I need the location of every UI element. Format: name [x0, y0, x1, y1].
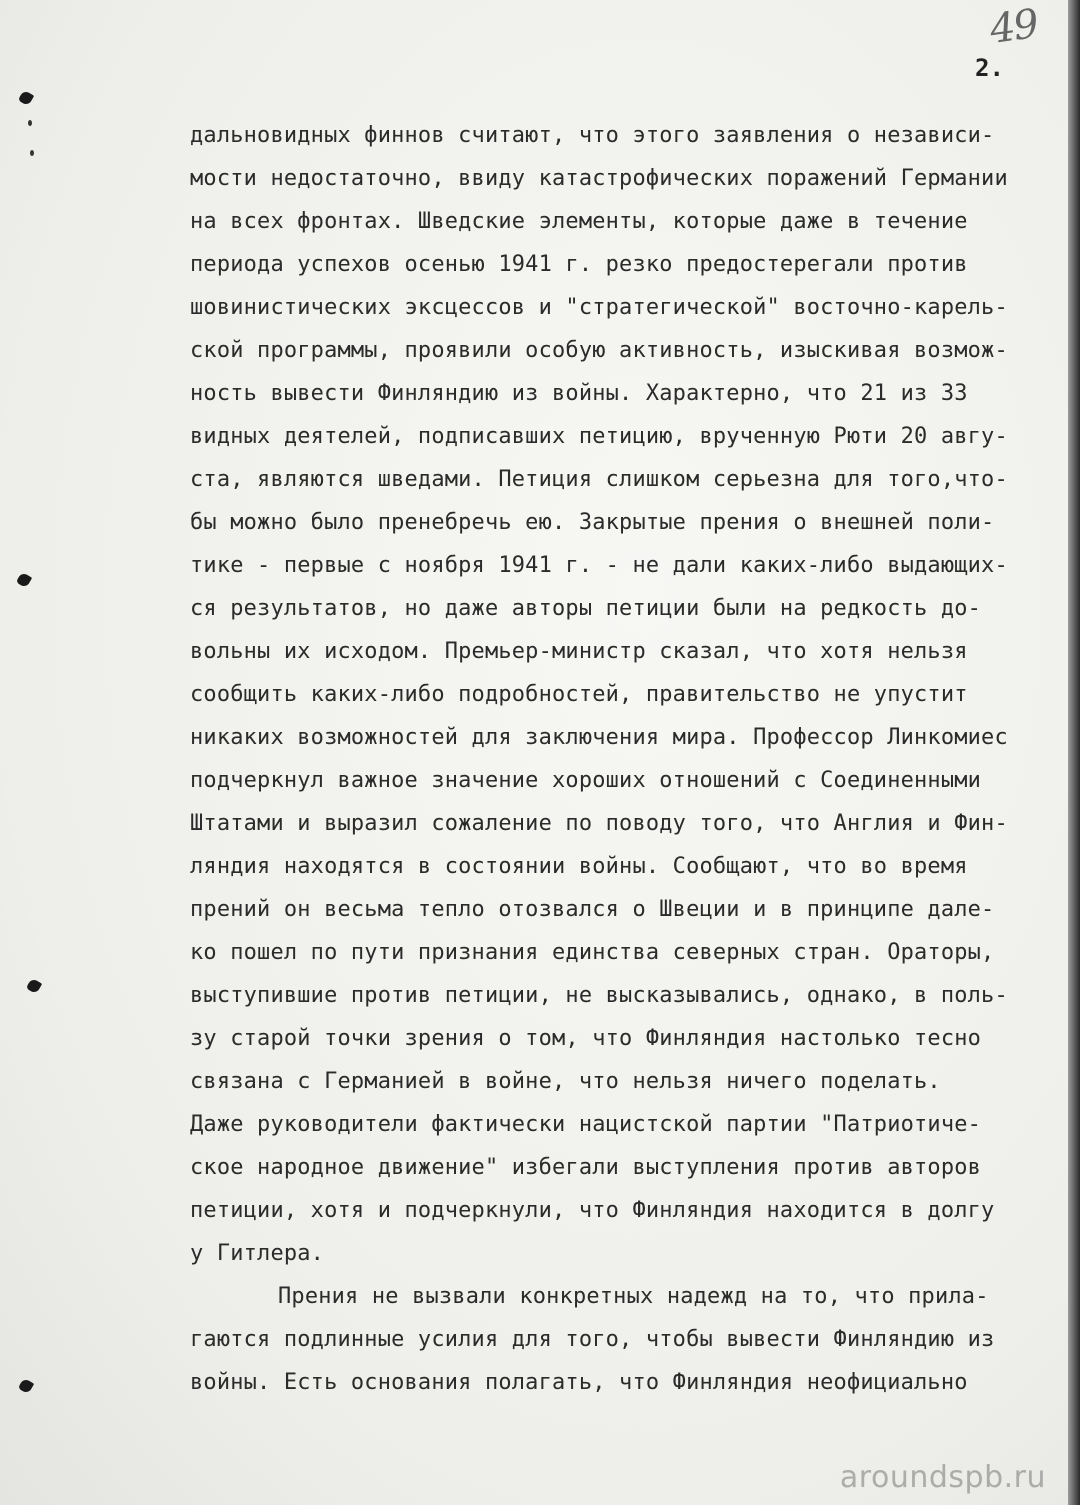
text-line: прений он весьма тепло отозвался о Швеции и в принципе дале- — [190, 897, 995, 922]
text-line: ское народное движение" избегали выступления против авторов — [190, 1155, 982, 1180]
scan-edge-shadow — [1068, 0, 1080, 1505]
speck-2 — [30, 150, 34, 156]
binding-hole-2 — [16, 572, 32, 588]
archive-page-number: 49 — [987, 0, 1040, 54]
text-line: мости недостаточно, ввиду катастрофических поражений Германии — [190, 166, 1008, 191]
text-line: ста, являются шведами. Петиция слишком серьезна для того,что- — [190, 467, 1008, 492]
text-line: ской программы, проявили особую активность, изыскивая возмож- — [190, 338, 1008, 363]
text-line: никаких возможностей для заключения мира. Профессор Линкомиес — [190, 725, 1008, 750]
text-line: у Гитлера. — [190, 1241, 325, 1266]
page-number: 2. — [975, 54, 1004, 82]
paragraph-start-line: Прения не вызвали конкретных надежд на то, что прила- — [278, 1284, 989, 1309]
text-line: периода успехов осенью 1941 г. резко предостерегали против — [190, 252, 968, 277]
text-line: видных деятелей, подписавших петицию, врученную Рюти 20 авгу- — [190, 424, 1008, 449]
text-line: сообщить каких-либо подробностей, правительство не упустит — [190, 682, 968, 707]
text-line: выступившие против петиции, не высказывались, однако, в поль- — [190, 983, 1008, 1008]
text-line: петиции, хотя и подчеркнули, что Финляндия находится в долгу — [190, 1198, 995, 1223]
binding-hole-3 — [26, 978, 42, 994]
text-line: вольны их исходом. Премьер-министр сказал, что хотя нельзя — [190, 639, 968, 664]
text-line: связана с Германией в войне, что нельзя ничего поделать. — [190, 1069, 941, 1094]
text-line: ся результатов, но даже авторы петиции были на редкость до- — [190, 596, 982, 621]
text-line: ляндия находятся в состоянии войны. Сообщают, что во время — [190, 854, 968, 879]
speck-1 — [28, 120, 32, 126]
text-line: ность вывести Финляндию из войны. Характерно, что 21 из 33 — [190, 381, 968, 406]
text-line: дальновидных финнов считают, что этого заявления о независи- — [190, 123, 995, 148]
text-line: бы можно было пренебречь ею. Закрытые прения о внешней поли- — [190, 510, 995, 535]
text-line: гаются подлинные усилия для того, чтобы вывести Финляндию из — [190, 1327, 995, 1352]
text-line: подчеркнул важное значение хороших отношений с Соединенными — [190, 768, 982, 793]
text-line: зу старой точки зрения о том, что Финляндия настолько тесно — [190, 1026, 982, 1051]
text-line: Штатами и выразил сожаление по поводу того, что Англия и Фин- — [190, 811, 1008, 836]
text-line: Даже руководители фактически нацистской партии "Патриотиче- — [190, 1112, 982, 1137]
text-line: шовинистических эксцессов и "стратегической" восточно-карель- — [190, 295, 1008, 320]
text-line: ко пошел по пути признания единства северных стран. Ораторы, — [190, 940, 995, 965]
watermark: aroundspb.ru — [839, 1460, 1046, 1495]
binding-hole-1 — [18, 90, 34, 106]
text-line: на всех фронтах. Шведские элементы, которые даже в течение — [190, 209, 968, 234]
text-line: тике - первые с ноября 1941 г. - не дали каких-либо выдающих- — [190, 553, 1008, 578]
typed-text-body — [190, 114, 1070, 1404]
binding-hole-4 — [18, 1378, 34, 1394]
text-line: войны. Есть основания полагать, что Финляндия неофициально — [190, 1370, 968, 1395]
